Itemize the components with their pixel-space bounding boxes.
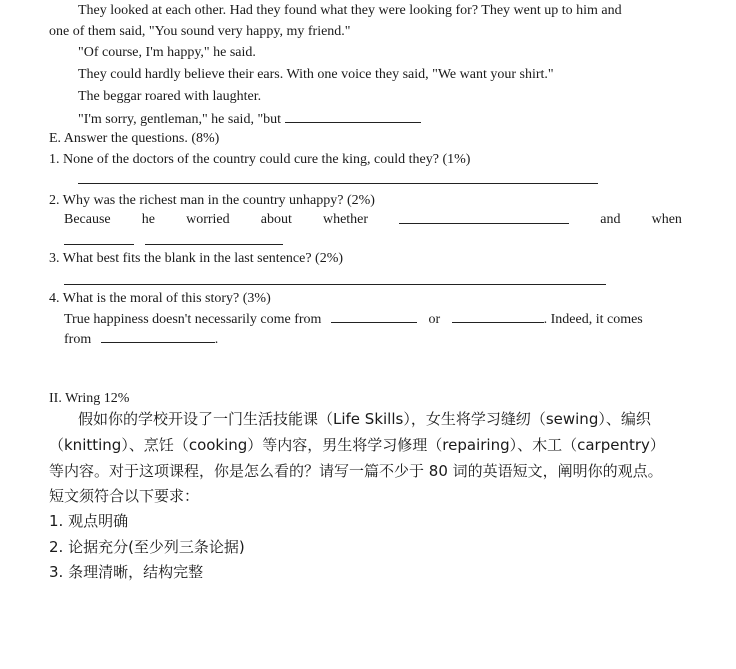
q2-when: when (651, 212, 682, 227)
question-3: 3. What best fits the blank in the last sentence? (2%) (49, 251, 344, 266)
story-line: They looked at each other. Had they found what they were looking for? They went up to him and (78, 3, 622, 18)
answer-blank[interactable] (331, 310, 417, 323)
question-2-answer-row (64, 211, 682, 229)
q2-and: and (600, 212, 621, 227)
writing-prompt-line: （knitting）、烹饪（cooking）等内容，男生将学习修理（repairing）、木工（carpentry） (49, 436, 665, 454)
requirement-2: 2. 论据充分(至少列三条论据) (49, 538, 245, 556)
q4-end: . (214, 332, 219, 347)
story-line: "Of course, I'm happy," he said. (78, 45, 256, 60)
question-4-answer-row-2 (64, 330, 218, 349)
answer-blank[interactable] (285, 110, 421, 123)
answer-blank[interactable] (399, 211, 569, 224)
q4-text: . Indeed, it comes (543, 312, 643, 327)
q2-word: Because (64, 212, 111, 227)
requirement-3: 3. 条理清晰，结构完整 (49, 563, 204, 581)
story-line: "I'm sorry, gentleman," he said, "but (78, 112, 282, 127)
story-line-with-blank (78, 110, 421, 129)
q4-text: True happiness doesn't necessarily come from (64, 312, 322, 327)
writing-prompt-line: 等内容。对于这项课程，你是怎么看的？请写一篇不少于 80 词的英语短文，阐明你的观点。 (49, 462, 663, 480)
question-4: 4. What is the moral of this story? (3%) (49, 291, 271, 306)
q2-word: about (260, 212, 292, 227)
question-2: 2. Why was the richest man in the country unhappy? (2%) (49, 193, 375, 208)
question-4-answer-row (64, 310, 643, 329)
question-1: 1. None of the doctors of the country could cure the king, could they? (1%) (49, 152, 471, 167)
story-line: one of them said, "You sound very happy, my friend." (49, 24, 351, 39)
answer-blank[interactable] (452, 310, 544, 323)
answer-blank[interactable] (145, 244, 283, 245)
answer-blank[interactable] (64, 244, 134, 245)
q4-from: from (64, 332, 92, 347)
story-line: The beggar roared with laughter. (78, 89, 262, 104)
answer-line-q1[interactable] (78, 183, 598, 184)
story-line: They could hardly believe their ears. With one voice they said, "We want your shirt." (78, 67, 554, 82)
writing-prompt-line: 假如你的学校开设了一门生活技能课（Life Skills），女生将学习缝纫（sewing）、编织 (78, 410, 651, 428)
q2-word: worried (186, 212, 230, 227)
section-ii-heading: II. Wring 12% (49, 391, 130, 406)
section-e-heading: E. Answer the questions. (8%) (49, 131, 220, 146)
answer-blank[interactable] (101, 330, 215, 343)
writing-prompt-line: 短文须符合以下要求： (49, 487, 200, 505)
q2-word: whether (322, 212, 369, 227)
q2-word: he (141, 212, 155, 227)
q4-or: or (428, 312, 441, 327)
answer-line-q3[interactable] (64, 284, 606, 285)
requirement-1: 1. 观点明确 (49, 512, 129, 530)
